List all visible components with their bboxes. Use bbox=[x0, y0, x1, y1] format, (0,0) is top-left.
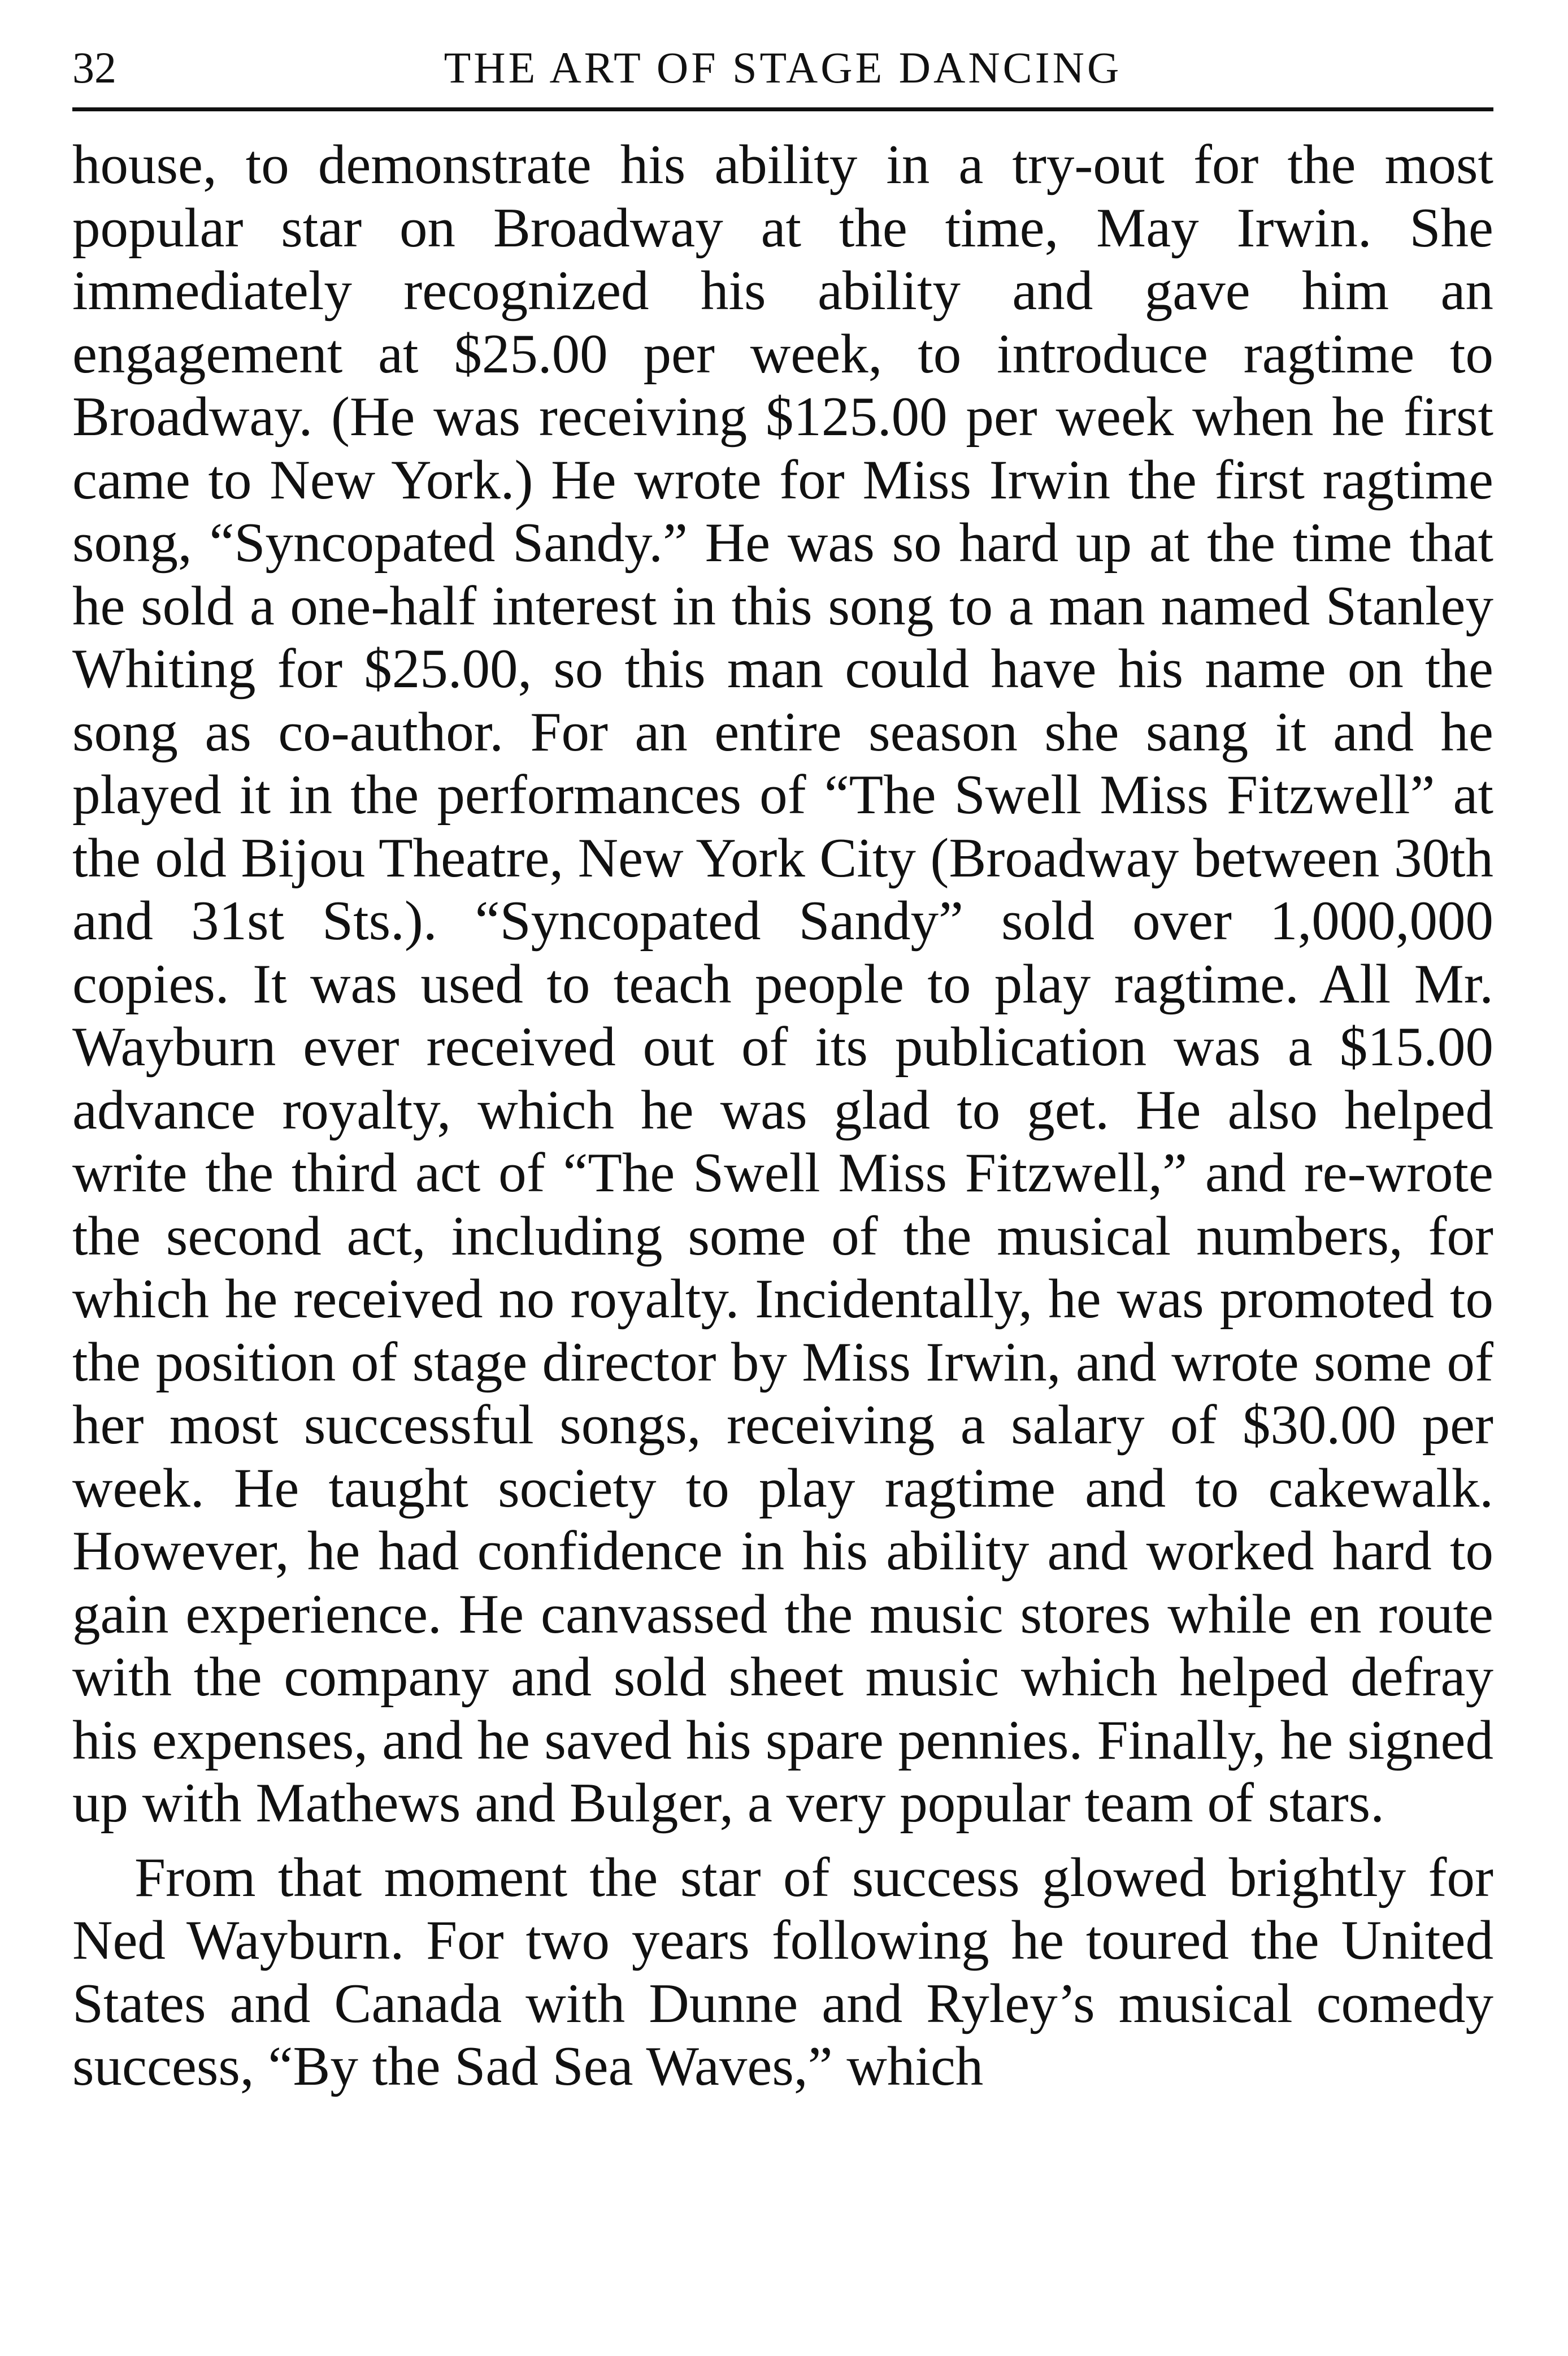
header-rule bbox=[72, 107, 1493, 111]
page-header bbox=[72, 34, 1493, 102]
paragraph-2: From that moment the star of success glowed brightly for Ned Wayburn. For two years following he toured the United States and Canada with Dunne and Ryley’s musical comedy success, “By the Sad Sea Waves,” which bbox=[72, 1846, 1493, 2097]
paragraph-1: house, to demonstrate his ability in a try-out for the most popular star on Broadway at the time, May Irwin. She immediately recognized his ability and gave him an engagement at $25.00 per week, to introduce ragtime to Broadway. (He was receiving $125.00 per week when he first came to New York.) He wrote for Miss Irwin the first ragtime song, “Syncopated Sandy.” He was so hard up at the time that he sold a one-half interest in this song to a man named Stanley Whiting for $25.00, so this man could have his name on the song as co-author. For an entire season she sang it and he played it in the performances of “The Swell Miss Fitzwell” at the old Bijou Theatre, New York City (Broadway between 30th and 31st Sts.). “Syncopated Sandy” sold over 1,000,000 copies. It was used to teach people to play ragtime. All Mr. Wayburn ever received out of its publication was a $15.00 advance royalty, which he was glad to get. He also helped write the third act of “The Swell Miss Fitzwell,” and re-wrote the second act, including some of the musical numbers, for which he received no royalty. Incidentally, he was promoted to the position of stage director by Miss Irwin, and wrote some of her most successful songs, receiving a salary of $30.00 per week. He taught society to play ragtime and to cakewalk. However, he had confidence in his ability and worked hard to gain experience. He canvassed the music stores while en route with the company and sold sheet music which helped defray his expenses, and he saved his spare pennies. Finally, he signed up with Mathews and Bulger, a very popular team of stars. bbox=[72, 134, 1493, 1834]
page-number: 32 bbox=[72, 43, 116, 92]
running-head: THE ART OF STAGE DANCING bbox=[444, 43, 1122, 92]
body-text bbox=[72, 133, 1493, 2315]
